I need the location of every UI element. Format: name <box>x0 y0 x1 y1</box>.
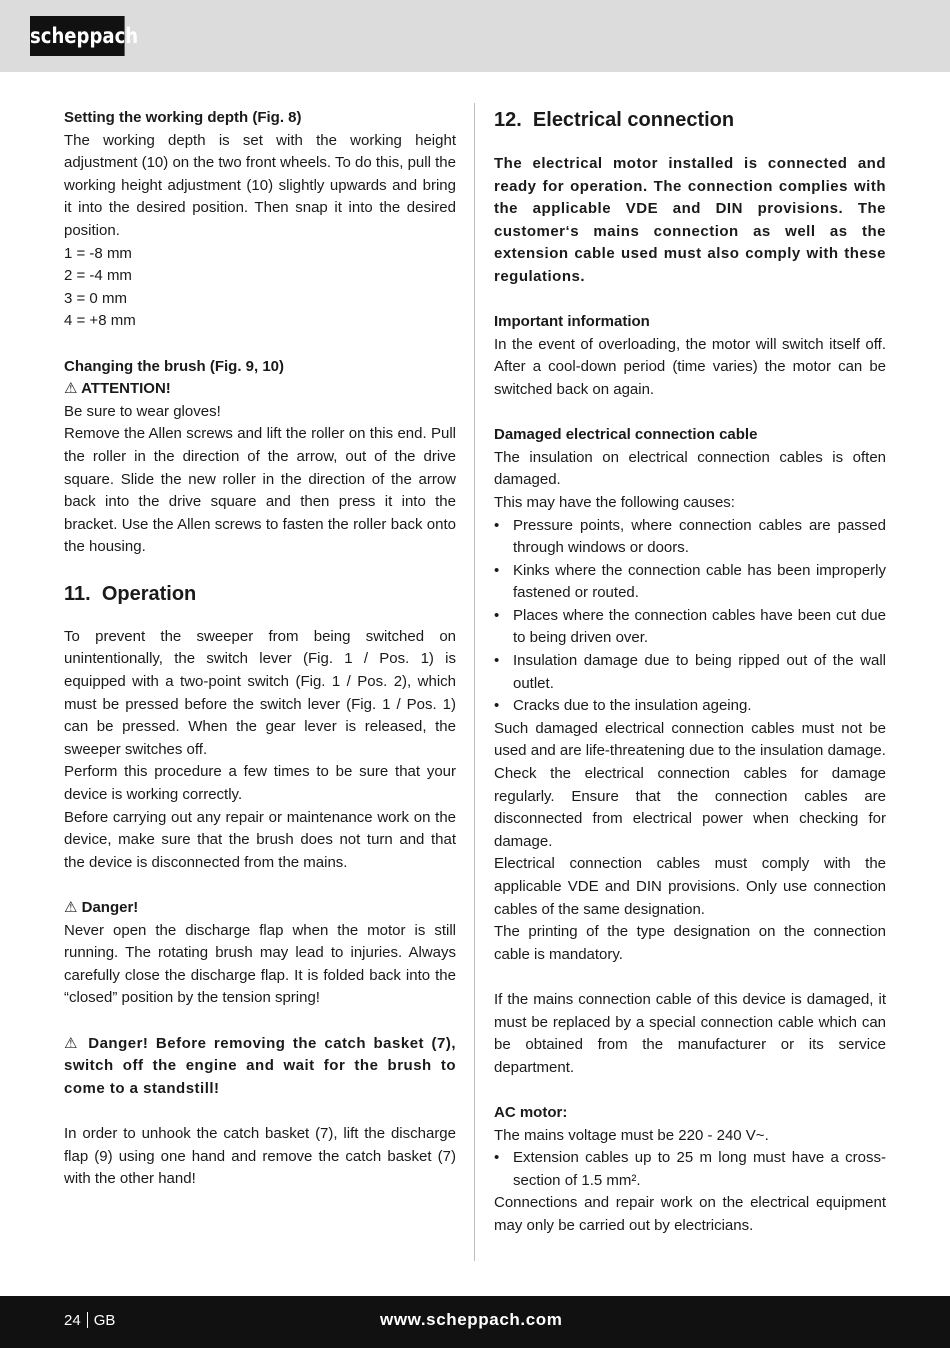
electrical-intro: The electrical motor installed is connected and ready for operation. The connection complies with the applicable VDE and DIN provisions. The customer‘s mains connection as well as the extension cable used must also comply with these regulations. <box>494 155 886 285</box>
operation-paragraph-3: Before carrying out any repair or maintenance work on the device, make sure that the brush does not turn and that the device is disconnected from the mains. <box>64 808 456 871</box>
damaged-paragraph-4: Check the electrical connection cables for damage regularly. Ensure that the connection cables are disconnected from electrical power when checking for damage. <box>494 765 886 850</box>
depth-value-2: 2 = -4 mm <box>64 267 132 285</box>
damaged-paragraph-6: The printing of the type designation on the connection cable is mandatory. <box>494 923 886 963</box>
brush-title: Changing the brush (Fig. 9, 10) <box>64 357 285 375</box>
ac-motor-note: Connections and repair work on the electrical equipment may only be carried out by electricians. <box>494 1194 886 1234</box>
list-item: • Pressure points, where connection cables are passed through windows or doors. <box>494 515 886 560</box>
header-bar <box>0 0 950 72</box>
page-separator <box>87 1312 88 1328</box>
important-title: Important information <box>494 313 650 331</box>
operation-heading: 11. Operation <box>64 582 197 605</box>
ac-motor-voltage: The mains voltage must be 220 - 240 V~. <box>494 1126 769 1144</box>
depth-title: Setting the working depth (Fig. 8) <box>64 109 302 126</box>
website-link[interactable]: www.scheppach.com <box>380 1310 563 1329</box>
page-indicator <box>64 1311 115 1331</box>
brush-text: Remove the Allen screws and lift the roller on this end. Pull the roller in the direction of the arrow, out of the drive square. Slide the new roller in the direction of the arrow back into the drive square and then press it into the bracket. Use the Allen screws to fasten the roller back onto the housing. <box>64 425 456 556</box>
ac-motor-list <box>494 1147 886 1192</box>
list-item: • Cracks due to the insulation ageing. <box>494 695 886 718</box>
operation-paragraph-1: To prevent the sweeper from being switched on unintentionally, the switch lever (Fig. 1 / Pos. 1) is equipped with a two-point switch (Fig. 1 / Pos. 2), which must be pressed before the switch lever (Fig. 1 / Pos. 1) can be pressed. When the gear lever is released, the sweeper switches off. <box>64 627 456 758</box>
damaged-paragraph-5: Electrical connection cables must comply with the applicable VDE and DIN provisions. Only use connection cables of the same designation. <box>494 855 886 918</box>
causes-list <box>494 515 886 718</box>
warning-icon: ⚠ <box>64 380 78 398</box>
depth-value-1: 1 = -8 mm <box>64 244 132 262</box>
electrical-heading: 12. Electrical connection <box>494 109 735 131</box>
list-item: • Extension cables up to 25 m long must have a cross-section of 1.5 mm². <box>494 1147 886 1192</box>
page-number: 24 <box>64 1312 81 1329</box>
danger-basket-text: Danger! Before removing the catch basket (7), switch off the engine and wait for the brush to come to a standstill! <box>64 1034 457 1097</box>
footer-bar <box>0 1296 950 1348</box>
right-column <box>494 107 886 1238</box>
damaged-paragraph-2: This may have the following causes: <box>494 493 735 511</box>
ac-motor-title: AC motor: <box>494 1103 568 1121</box>
list-item: • Kinks where the connection cable has been improperly fastened or routed. <box>494 560 886 605</box>
important-text: In the event of overloading, the motor will switch itself off. After a cool-down period (time varies) the motor can be switched back on again. <box>494 335 886 398</box>
warning-icon: ⚠ <box>64 1034 81 1052</box>
depth-text: The working depth is set with the working height adjustment (10) on the two front wheels. To do this, pull the working height adjustment (10) slightly upwards and bring it into the desired position. Then snap it into the desired position. <box>64 131 456 239</box>
depth-value-3: 3 = 0 mm <box>64 289 127 307</box>
gloves-text: Be sure to wear gloves! <box>64 402 221 420</box>
damaged-cable-title: Damaged electrical connection cable <box>494 426 758 444</box>
attention-line <box>64 378 456 401</box>
operation-paragraph-2: Perform this procedure a few times to be sure that your device is working correctly. <box>64 763 456 804</box>
unhook-text: In order to unhook the catch basket (7), lift the discharge flap (9) using one hand and remove the catch basket (7) with the other hand! <box>64 1124 456 1188</box>
column-divider <box>474 103 475 1261</box>
warning-icon: ⚠ <box>64 899 78 916</box>
attention-label: ATTENTION! <box>81 380 171 398</box>
danger-title <box>64 897 456 920</box>
left-column <box>64 107 456 1191</box>
list-item: • Insulation damage due to being ripped out of the wall outlet. <box>494 650 886 695</box>
list-item: • Places where the connection cables have been cut due to being driven over. <box>494 605 886 650</box>
mains-cable-text: If the mains connection cable of this device is damaged, it must be replaced by a special connection cable which can be obtained from the manufacturer or its service department. <box>494 990 886 1076</box>
brand-logo: scheppach <box>30 16 125 56</box>
danger-text: Never open the discharge flap when the motor is still running. The rotating brush may lead to injuries. Always carefully close the discharge flap. It is folded back into the “closed” position by the tension spring! <box>64 921 456 1007</box>
damaged-paragraph-1: The insulation on electrical connection cables is often damaged. <box>494 448 886 489</box>
depth-value-4: 4 = +8 mm <box>64 312 136 330</box>
danger-basket-warning <box>64 1033 456 1101</box>
language-code: GB <box>93 1312 116 1329</box>
danger-label: Danger! <box>81 899 139 916</box>
damaged-paragraph-3: Such damaged electrical connection cables must not be used and are life-threatening due to the insulation damage. <box>494 719 886 760</box>
